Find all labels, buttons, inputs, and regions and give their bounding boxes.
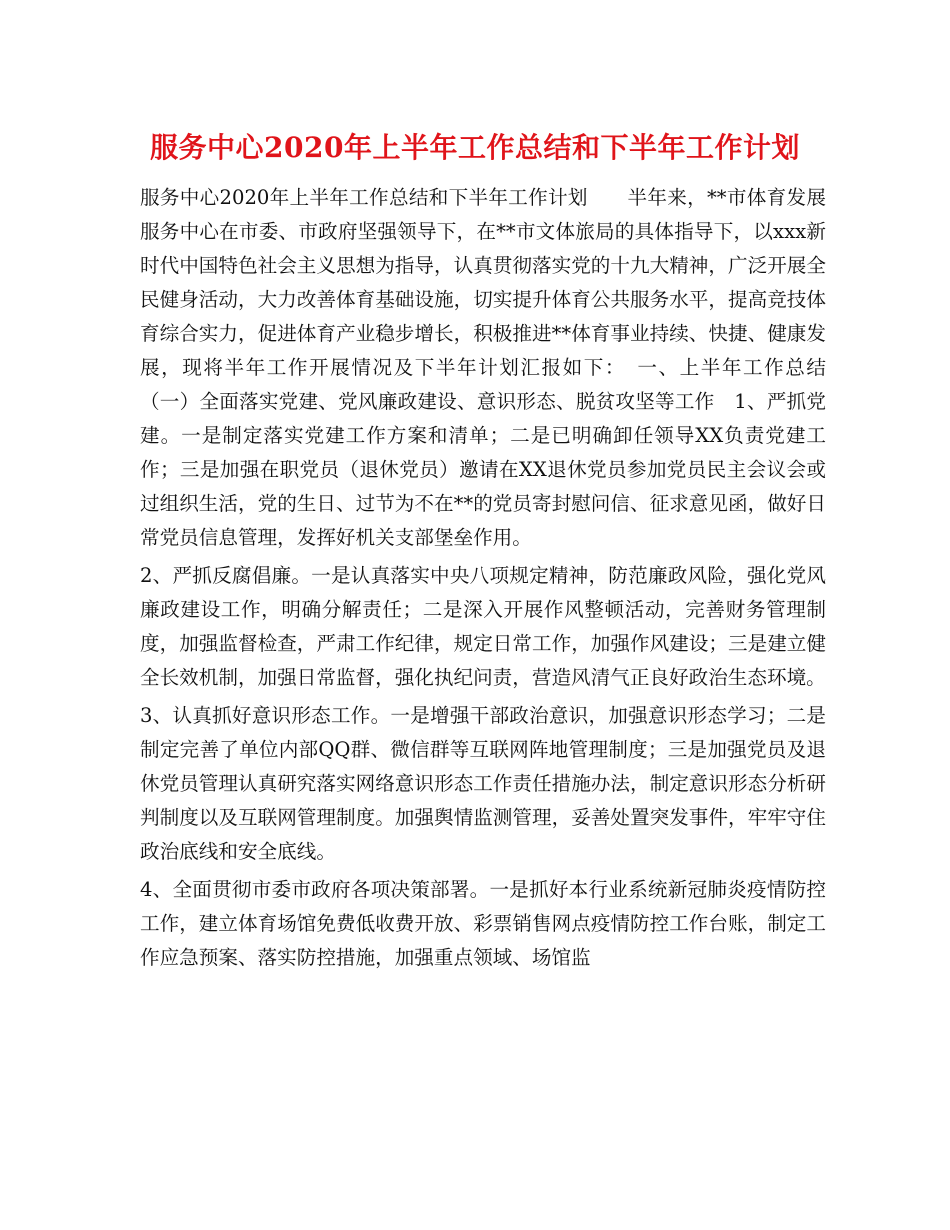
document-body <box>140 181 846 979</box>
document-title: 服务中心2020年上半年工作总结和下半年工作计划 <box>150 131 800 164</box>
paragraph-anti-corruption: 2、严抓反腐倡廉。一是认真落实中央八项规定精神，防范廉政风险，强化党风廉政建设工作，明确分解责任；二是深入开展作风整顿活动，完善财务管理制度，加强监督检查，严肃工作纪律，规定日常工作，加强作风建设；三是建立健全长效机制，加强日常监督，强化执纪问责，营造风清气正良好政治生态环境。 <box>140 564 826 689</box>
paragraph-intro: 服务中心2020年上半年工作总结和下半年工作计划 半年来，**市体育发展服务中心在市委、市政府坚强领导下，在**市文体旅局的具体指导下，以xxx新时代中国特色社会主义思想为指导，认真贯彻落实党的十九大精神，广泛开展全民健身活动，大力改善体育基础设施，切实提升体育公共服务水平，提高竞技体育综合实力，促进体育产业稳步增长，积极推进**体育事业持续、快捷、健康发展，现将半年工作开展情况及下半年计划汇报如下： 一、上半年工作总结 （一）全面落实党建、党风廉政建设、意识形态、脱贫攻坚等工作 1、严抓党建。一是制定落实党建工作方案和清单；二是已明确卸任领导XX负责党建工作；三是加强在职党员（退休党员）邀请在XX退休党员参加党员民主会议会或过组织生活，党的生日、过节为不在**的党员寄封慰问信、征求意见函，做好日常党员信息管理，发挥好机关支部堡垒作用。 <box>140 186 846 549</box>
paragraph-ideology: 3、认真抓好意识形态工作。一是增强干部政治意识，加强意识形态学习；二是制定完善了单位内部QQ群、微信群等互联网阵地管理制度；三是加强党员及退休党员管理认真研究落实网络意识形态工作责任措施办法，制定意识形态分析研判制度以及互联网管理制度。加强舆情监测管理，妥善处置突发事件，牢牢守住政治底线和安全底线。 <box>140 704 826 863</box>
paragraph-decisions: 4、全面贯彻市委市政府各项决策部署。一是抓好本行业系统新冠肺炎疫情防控工作，建立体育场馆免费低收费开放、彩票销售网点疫情防控工作台账，制定工作应急预案、落实防控措施，加强重点领域、场馆监 <box>140 878 826 969</box>
